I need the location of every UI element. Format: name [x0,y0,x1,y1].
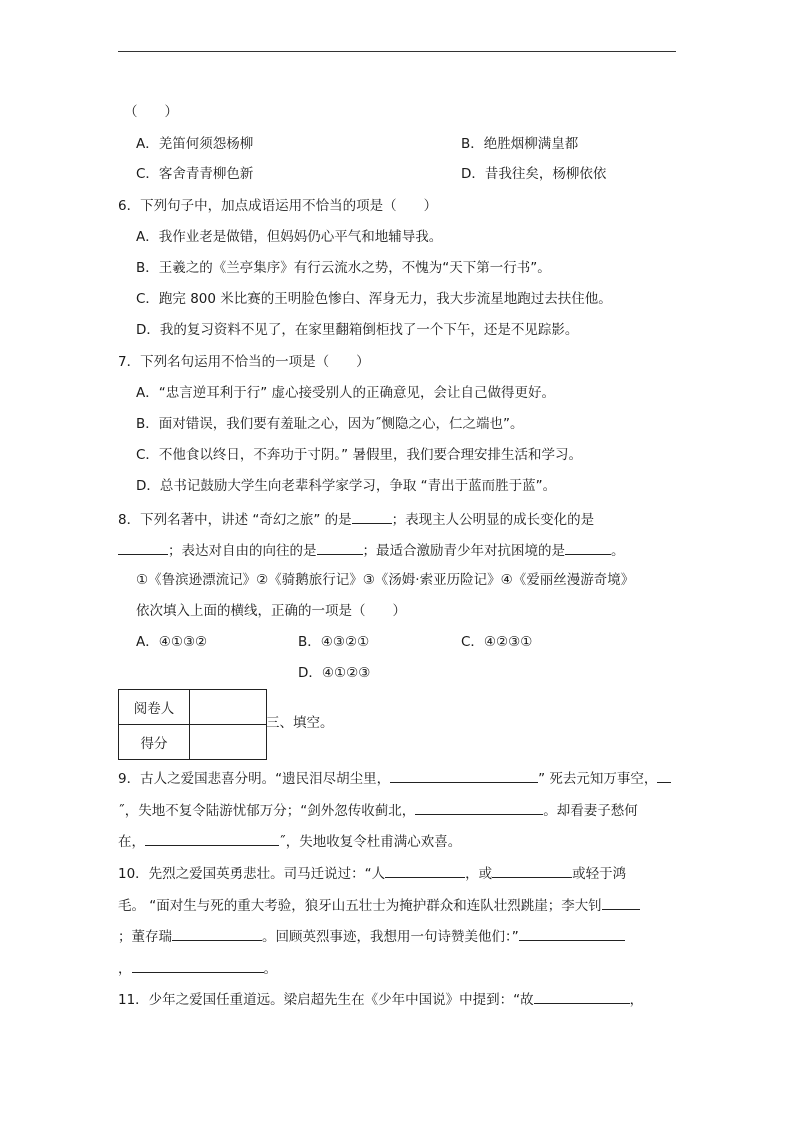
q10-text-5: ；董存瑞 [118,929,172,945]
score-label: 得分 [119,725,190,760]
q9-text-3: ˝，失地不复令陆游忧郁万分；“剑外忽传收蓟北， [118,803,416,819]
reviewer-label: 阅卷人 [119,690,190,725]
q8-instruction: 依次填入上面的横线，正确的一项是（ ） [136,603,406,619]
blank[interactable] [145,830,279,846]
q8-option-d: D．④①②③ [298,665,371,681]
q8-text-4: ；最适合激励青少年对抗困境的是 [362,543,565,559]
q8-line-2 [118,539,625,561]
q8-option-a: A．④①③② [136,634,208,650]
blank[interactable] [390,767,538,783]
q9-text-2: ” 死去元知万事空， [538,771,658,787]
header-rule [118,51,676,52]
blank[interactable] [132,957,264,973]
q7-option-d: D．总书记鼓励大学生向老辈科学家学习，争取 “青出于蓝而胜于蓝”。 [136,478,557,494]
q8-text-1: 8．下列名著中，讲述 “奇幻之旅” 的是 [118,512,352,528]
prev-option-d: D．昔我往矣，杨柳依依 [461,166,607,182]
blank[interactable] [352,508,392,524]
q6-option-a: A．我作业老是做错，但妈妈仍心平气和地辅导我。 [136,229,443,245]
q6-option-d: D．我的复习资料不见了，在家里翻箱倒柜找了一个下午，还是不见踪影。 [136,322,579,338]
prev-option-c: C．客舍青青柳色新 [136,166,254,182]
blank[interactable] [317,539,363,555]
q10-line-2 [118,894,640,916]
q10-text-4: 毛。 “面对生与死的重大考验，狼牙山五壮士为掩护群众和连队壮烈跳崖；李大钊 [118,898,602,914]
q11-text-2: ， [629,992,644,1008]
q9-text-6: ˝，失地收复令杜甫满心欢喜。 [279,834,462,850]
blank[interactable] [118,539,168,555]
q10-line-4 [118,957,277,979]
q10-text-8: 。 [263,961,277,977]
q10-text-3: 或轻于鸿 [572,866,627,882]
q10-text-2: ，或 [465,866,493,882]
q9-line-2 [118,799,638,821]
q10-line-1 [118,862,626,884]
q10-text-6: 。回顾英烈事迹，我想用一句诗赞美他们：” [262,929,519,945]
q9-line-3 [118,830,461,852]
blank[interactable] [492,862,572,878]
q8-text-2: ；表现主人公明显的成长变化的是 [391,512,595,528]
q8-line-1 [118,508,594,530]
q6-option-b: B．王羲之的《兰亭集序》有行云流水之势，不愧为“天下第一行书”。 [136,260,551,276]
blank[interactable] [415,799,543,815]
prev-option-b: B．绝胜烟柳满皇都 [461,136,579,152]
score-box [118,689,267,760]
q11-line-1 [118,988,643,1010]
score-cell[interactable] [190,725,267,760]
section-title: 三、填空。 [266,715,334,731]
answer-bracket: （ ） [124,104,178,120]
blank[interactable] [534,988,630,1004]
q9-text-4: 。却看妻子愁何 [543,803,638,819]
prev-option-a: A．羌笛何须怨杨柳 [136,136,254,152]
q8-text-3: ；表达对自由的向往的是 [168,543,317,559]
blank[interactable] [172,925,262,941]
q7-option-b: B．面对错误，我们要有羞耻之心，因为˝恻隐之心，仁之端也”。 [136,416,524,432]
q6-stem: 6．下列句子中，加点成语运用不恰当的项是（ ） [118,198,438,214]
blank[interactable] [519,925,625,941]
blank[interactable] [385,862,465,878]
q9-text-1: 9．古人之爱国悲喜分明。“遗民泪尽胡尘里， [118,771,391,787]
q10-text-7: ， [118,961,132,977]
q11-text-1: 11．少年之爱国任重道远。梁启超先生在《少年中国说》中提到：“故 [118,992,534,1008]
q9-line-1 [118,767,671,789]
q8-text-5: 。 [611,543,625,559]
reviewer-cell[interactable] [190,690,267,725]
q8-book-list: ①《鲁滨逊漂流记》②《骑鹅旅行记》③《汤姆·索亚历险记》④《爱丽丝漫游奇境》 [136,572,635,588]
blank[interactable] [657,767,671,783]
q7-stem: 7．下列名句运用不恰当的一项是（ ） [118,354,370,370]
blank[interactable] [565,539,611,555]
q9-text-5: 在， [118,834,145,850]
q6-option-c: C．跑完 800 米比赛的王明脸色惨白、浑身无力，我大步流星地跑过去扶住他。 [136,291,612,307]
q10-text-1: 10．先烈之爱国英勇悲壮。司马迁说过：“人 [118,866,386,882]
q8-option-b: B．④③②① [298,634,370,650]
q7-option-c: C．不他食以终日，不奔功于寸阴。” 暑假里，我们要合理安排生活和学习。 [136,447,582,463]
blank[interactable] [602,894,640,910]
q7-option-a: A．“忠言逆耳利于行” 虚心接受别人的正确意见，会让自己做得更好。 [136,385,556,401]
q10-line-3 [118,925,625,947]
q8-option-c: C．④②③① [461,634,533,650]
